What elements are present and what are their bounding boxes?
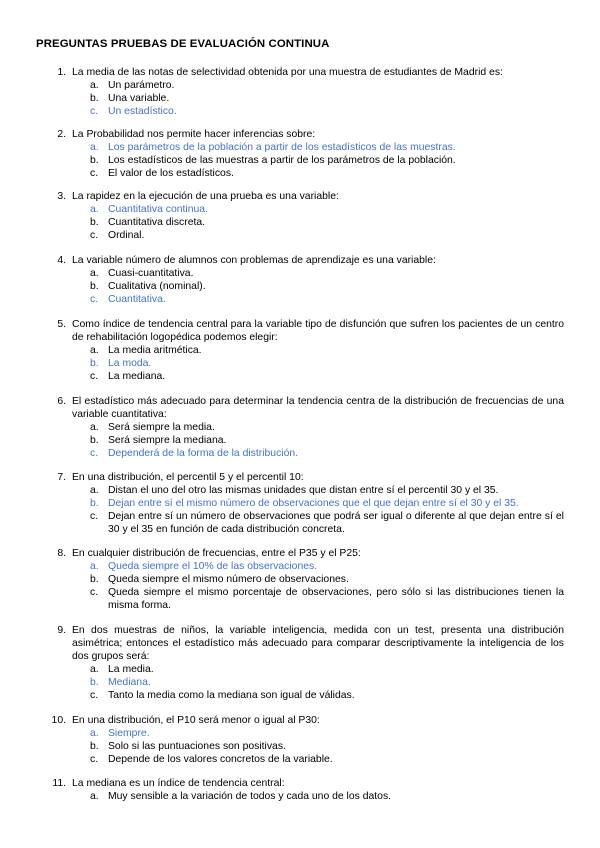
option-letter: c. xyxy=(90,587,99,598)
option-letter: a. xyxy=(90,485,99,496)
option-letter: c. xyxy=(90,106,99,117)
option-text: Queda siempre el mismo número de observaciones. xyxy=(108,574,349,585)
option-text: Muy sensible a la variación de todos y cada uno de los datos. xyxy=(108,791,392,802)
option-letter: b. xyxy=(90,498,99,509)
option-text: Ordinal. xyxy=(108,230,145,241)
option-text: Mediana. xyxy=(108,677,151,688)
option-text: Será siempre la mediana. xyxy=(108,435,227,446)
question-text: El estadístico más adecuado para determinar la tendencia centra de la distribución de frecuencias de una variable cuantitativa: xyxy=(72,396,564,420)
option-text: Cuasi-cuantitativa. xyxy=(108,268,194,279)
option-text: Tanto la media como la mediana son igual de válidas. xyxy=(108,690,355,701)
option-letter: c. xyxy=(90,448,99,459)
option-letter: b. xyxy=(90,677,99,688)
option-letter: b. xyxy=(90,217,99,228)
option-text: Cuantitativa continua. xyxy=(108,204,208,215)
option-text: La moda. xyxy=(108,358,152,369)
option-text: Siempre. xyxy=(108,728,150,739)
option-text: Un parámetro. xyxy=(108,80,175,91)
question-text: En dos muestras de niños, la variable inteligencia, medida con un test, presenta una distribución asimétrica; entonces el estadístico más adecuado para comparar descriptivamente la inteligencia de los dos grupos será: xyxy=(72,625,564,662)
option-text: Distan el uno del otro las mismas unidades que distan entre sí el percentil 30 y el 35. xyxy=(108,485,499,496)
option-text: El valor de los estadísticos. xyxy=(108,168,234,179)
question-number: 2. xyxy=(57,129,66,140)
option-letter: c. xyxy=(90,511,99,522)
option-letter: b. xyxy=(90,155,99,166)
question-number: 7. xyxy=(57,472,66,483)
option-letter: b. xyxy=(90,435,99,446)
option-text: Dependerá de la forma de la distribución. xyxy=(108,448,299,459)
option-letter: b. xyxy=(90,574,99,585)
option-letter: a. xyxy=(90,728,99,739)
option-text: Será siempre la media. xyxy=(108,422,215,433)
page-title: PREGUNTAS PRUEBAS DE EVALUACIÓN CONTINUA xyxy=(36,38,330,50)
option-text: Cuantitativa. xyxy=(108,294,166,305)
option-letter: c. xyxy=(90,168,99,179)
question-number: 5. xyxy=(57,319,66,330)
question-number: 11. xyxy=(52,778,66,789)
question-number: 1. xyxy=(57,67,66,78)
option-letter: c. xyxy=(90,690,99,701)
option-text: Cualitativa (nominal). xyxy=(108,281,206,292)
option-letter: c. xyxy=(90,294,99,305)
option-letter: a. xyxy=(90,268,99,279)
option-letter: b. xyxy=(90,358,99,369)
option-text: La mediana. xyxy=(108,371,166,382)
option-letter: a. xyxy=(90,204,99,215)
question-text: En cualquier distribución de frecuencias, entre el P35 y el P25: xyxy=(72,548,361,559)
option-text: Depende de los valores concretos de la variable. xyxy=(108,754,333,765)
option-letter: b. xyxy=(90,281,99,292)
option-letter: a. xyxy=(90,561,99,572)
question-number: 8. xyxy=(57,548,66,559)
question-text: La media de las notas de selectividad obtenida por una muestra de estudiantes de Madrid es: xyxy=(72,67,503,78)
option-text: Dejan entre sí el mismo número de observaciones que el que dejan entre sí el 30 y el 35. xyxy=(108,498,519,509)
option-letter: b. xyxy=(90,741,99,752)
option-letter: c. xyxy=(90,754,99,765)
option-letter: a. xyxy=(90,345,99,356)
question-text: En una distribución, el P10 será menor o igual al P30: xyxy=(72,715,320,726)
question-number: 6. xyxy=(57,396,66,407)
option-text: Cuantitativa discreta. xyxy=(108,217,206,228)
option-text: Los parámetros de la población a partir de los estadísticos de las muestras. xyxy=(108,142,456,153)
option-letter: a. xyxy=(90,80,99,91)
option-letter: c. xyxy=(90,230,99,241)
question-number: 3. xyxy=(57,191,66,202)
option-text: La media aritmética. xyxy=(108,345,202,356)
option-text: Queda siempre el 10% de las observaciones. xyxy=(108,561,318,572)
option-letter: b. xyxy=(90,93,99,104)
option-text: Un estadístico. xyxy=(108,106,177,117)
question-text: La Probabilidad nos permite hacer inferencias sobre: xyxy=(72,129,316,140)
option-letter: a. xyxy=(90,791,99,802)
option-letter: a. xyxy=(90,664,99,675)
option-letter: a. xyxy=(90,422,99,433)
option-text: Solo si las puntuaciones son positivas. xyxy=(108,741,286,752)
question-text: La mediana es un índice de tendencia central: xyxy=(72,778,285,789)
question-text: La rapidez en la ejecución de una prueba es una variable: xyxy=(72,191,339,202)
option-text: Queda siempre el mismo porcentaje de observaciones, pero sólo si las distribuciones tienen la misma forma. xyxy=(108,587,564,611)
option-letter: c. xyxy=(90,371,99,382)
option-text: Una variable. xyxy=(108,93,170,104)
question-number: 9. xyxy=(57,625,66,636)
question-text: En una distribución, el percentil 5 y el percentil 10: xyxy=(72,472,304,483)
question-text: Como índice de tendencia central para la variable tipo de disfunción que sufren los pacientes de un centro de rehabilitación logopédica podemos elegir: xyxy=(72,319,564,343)
question-text: La variable número de alumnos con problemas de aprendizaje es una variable: xyxy=(72,255,436,266)
option-letter: a. xyxy=(90,142,99,153)
question-number: 4. xyxy=(57,255,66,266)
option-text: Los estadísticos de las muestras a partir de los parámetros de la población. xyxy=(108,155,456,166)
question-number: 10. xyxy=(51,715,66,726)
option-text: La media. xyxy=(108,664,154,675)
option-text: Dejan entre sí un número de observaciones que podrá ser igual o diferente al que dejan entre sí el 30 y el 35 en función de cada distribución concreta. xyxy=(108,511,564,535)
